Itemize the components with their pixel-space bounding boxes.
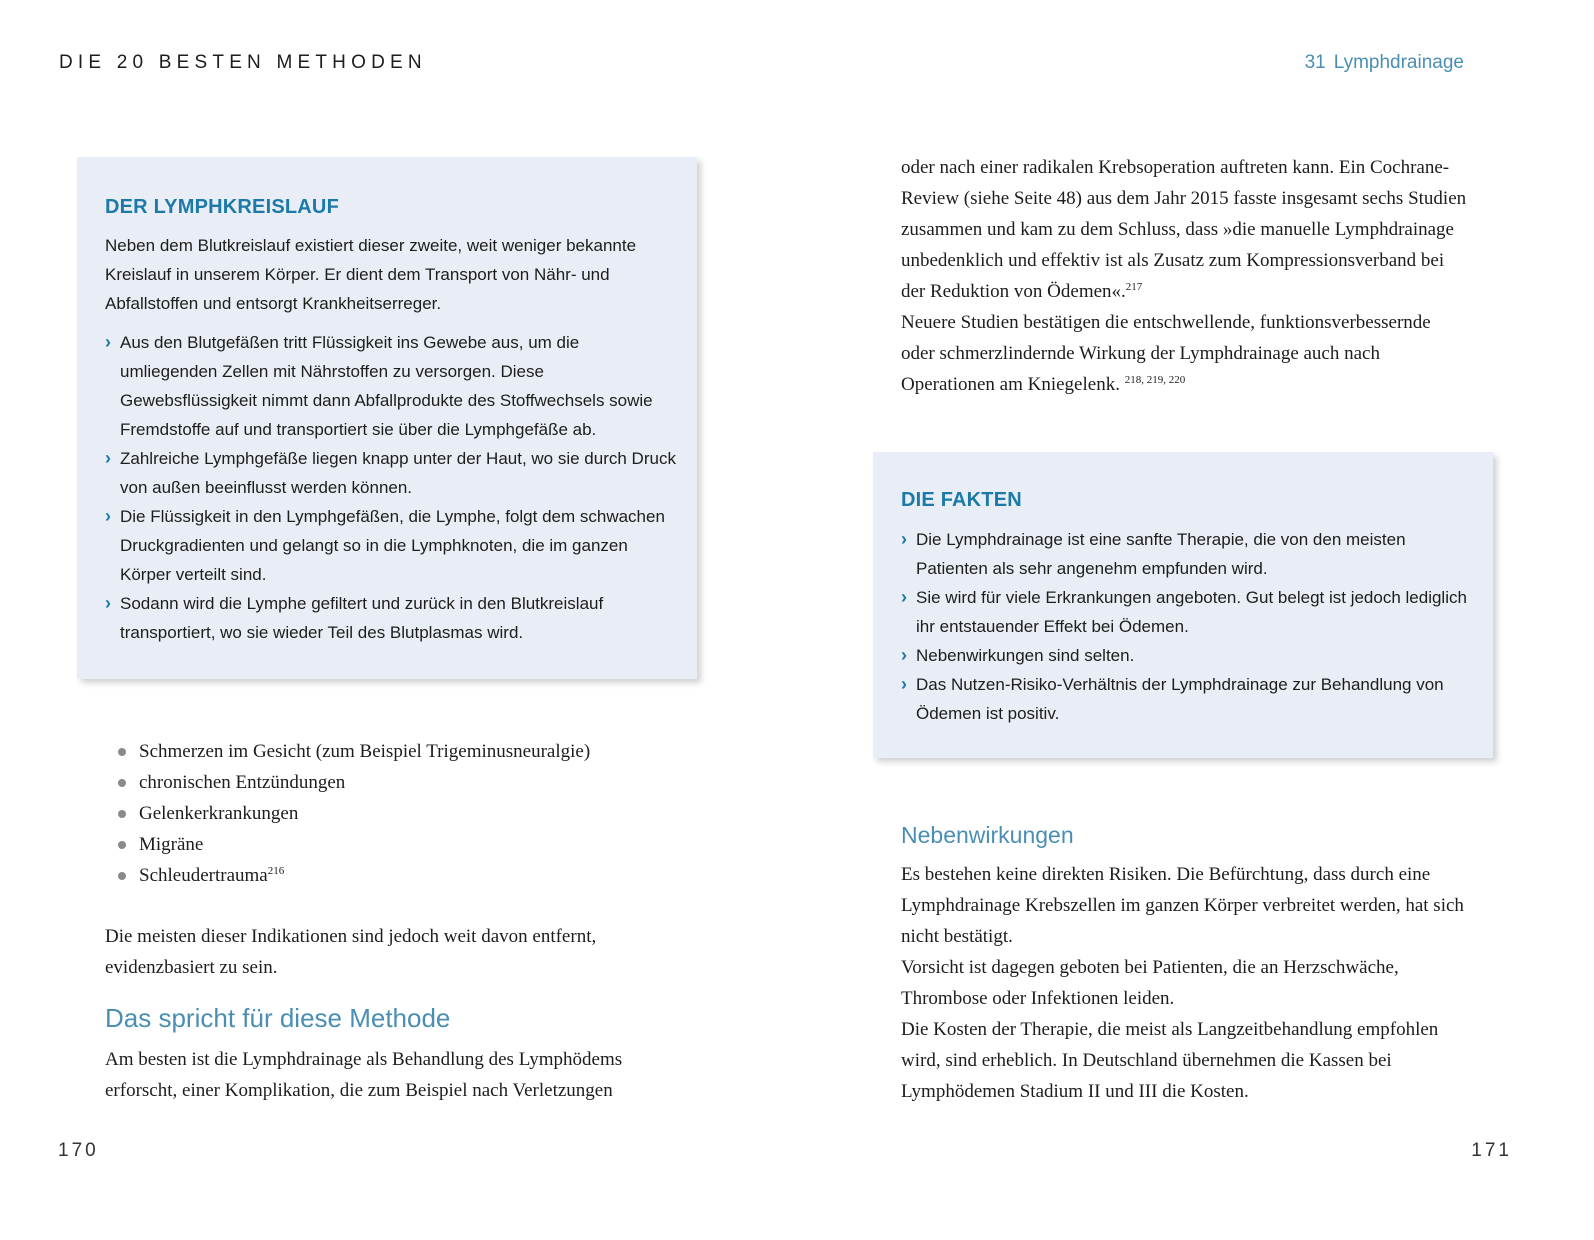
bullet-dot-icon bbox=[118, 872, 126, 880]
bullet-dot-icon bbox=[118, 748, 126, 756]
page-number-left: 170 bbox=[58, 1140, 99, 1161]
chevron-right-icon: › bbox=[901, 674, 907, 694]
page-number-right: 171 bbox=[1471, 1140, 1512, 1161]
bullet-dot-icon bbox=[118, 779, 126, 787]
section-heading-pro: Das spricht für diese Methode bbox=[105, 1003, 451, 1033]
chevron-right-icon: › bbox=[901, 587, 907, 607]
list-item: › Nebenwirkungen sind selten. bbox=[901, 641, 1481, 670]
infobox-title: DER LYMPHKREISLAUF bbox=[105, 196, 339, 218]
bullet-dot-icon bbox=[118, 841, 126, 849]
section-heading-side-effects: Nebenwirkungen bbox=[901, 822, 1074, 848]
list-item: Schmerzen im Gesicht (zum Beispiel Trigeminusneuralgie) bbox=[117, 736, 590, 767]
list-item: › Zahlreiche Lymphgefäße liegen knapp unter der Haut, wo sie durch Druck von außen beeinflusst werden können. bbox=[105, 444, 680, 502]
list-item: Schleudertrauma$^{216}$ bbox=[117, 860, 590, 891]
chevron-right-icon: › bbox=[901, 645, 907, 665]
paragraph: Es bestehen keine direkten Risiken. Die Befürchtung, dass durch eine Lymphdrainage Krebszellen im ganzen Körper verbreitet werden, hat sich nicht bestätigt. bbox=[901, 864, 1464, 947]
chapter-title: Lymphdrainage bbox=[1333, 52, 1464, 73]
chevron-right-icon: › bbox=[105, 506, 111, 526]
continued-text: oder nach einer radikalen Krebsoperation auftreten kann. Ein Cochrane-Review (siehe Seite 48) aus dem Jahr 2015 fasste insgesamt sechs Studien zusammen und kam zu dem Schluss, dass »die manuelle Lymphdrainage unbedenklich und effektiv ist als Zusatz zum Kompressionsverband bei der Reduktion von Ödemen«.$^{217}$ Neuere Studien bestätigen die entschwellende, funktionsverbessernde oder schmerzlindernde Wirkung der Lymphdrainage auch nach Operationen am Kniegelenk. $^{218, 219, 220}$ bbox=[901, 157, 1467, 395]
running-head-chapter bbox=[1305, 52, 1464, 74]
bullet-dot-icon bbox=[118, 810, 126, 818]
footnote-ref[interactable]: 217 bbox=[1125, 281, 1143, 293]
list-item: › Das Nutzen-Risiko-Verhältnis der Lymphdrainage zur Behandlung von Ödemen ist positiv. bbox=[901, 670, 1481, 728]
infobox-list bbox=[901, 525, 1481, 728]
list-item: Migräne bbox=[117, 829, 590, 860]
indications-list bbox=[117, 736, 590, 891]
infobox-intro: Neben dem Blutkreislauf existiert dieser zweite, weit weniger bekannte Kreislauf in unserem Körper. Er dient dem Transport von Nähr- und Abfallstoffen und entsorgt Krankheitserreger. bbox=[105, 236, 637, 313]
paragraph: Vorsicht ist dagegen geboten bei Patienten, die an Herzschwäche, Thrombose oder Infektionen leiden. bbox=[901, 957, 1399, 1009]
list-item: chronischen Entzündungen bbox=[117, 767, 590, 798]
chapter-number: 31 bbox=[1304, 52, 1326, 73]
studies-text: Neuere Studien bestätigen die entschwellende, funktionsverbessernde oder schmerzlindernde Wirkung der Lymphdrainage auch nach Operationen am Kniegelenk. bbox=[901, 312, 1431, 395]
evidence-note: Die meisten dieser Indikationen sind jedoch weit davon entfernt, evidenzbasiert zu sein. bbox=[105, 926, 597, 978]
facts-infobox bbox=[873, 452, 1493, 758]
chevron-right-icon: › bbox=[105, 448, 111, 468]
running-head-book-section: DIE 20 BESTEN METHODEN bbox=[59, 52, 427, 73]
footnote-ref[interactable]: 218, 219, 220 bbox=[1124, 374, 1186, 386]
chevron-right-icon: › bbox=[105, 593, 111, 613]
infobox-list bbox=[105, 328, 680, 647]
side-effects-text bbox=[901, 859, 1471, 1107]
chevron-right-icon: › bbox=[105, 332, 111, 352]
infobox-title: DIE FAKTEN bbox=[901, 489, 1022, 511]
paragraph: Die Kosten der Therapie, die meist als Langzeitbehandlung empfohlen wird, sind erheblich. In Deutschland übernehmen die Kassen bei Lymphödemen Stadium II und III die Kosten. bbox=[901, 1019, 1439, 1102]
list-item: › Aus den Blutgefäßen tritt Flüssigkeit ins Gewebe aus, um die umliegenden Zellen mit Nährstoffen zu versorgen. Diese Gewebsflüssigkeit nimmt dann Abfallprodukte des Stoffwechsels sowie Fremdstoffe auf und transportiert sie über die Lymphgefäße ab. bbox=[105, 328, 680, 444]
section-text-pro: Am besten ist die Lymphdrainage als Behandlung des Lymphödems erforscht, einer Komplikation, die zum Beispiel nach Verletzungen bbox=[105, 1049, 623, 1101]
chevron-right-icon: › bbox=[901, 529, 907, 549]
footnote-ref[interactable]: 216 bbox=[267, 865, 285, 877]
list-item: › Sie wird für viele Erkrankungen angeboten. Gut belegt ist jedoch lediglich ihr entstauender Effekt bei Ödemen. bbox=[901, 583, 1481, 641]
list-item: › Die Lymphdrainage ist eine sanfte Therapie, die von den meisten Patienten als sehr angenehm empfunden wird. bbox=[901, 525, 1481, 583]
list-item: › Sodann wird die Lymphe gefiltert und zurück in den Blutkreislauf transportiert, wo sie wieder Teil des Blutplasmas wird. bbox=[105, 589, 680, 647]
list-item: Gelenkerkrankungen bbox=[117, 798, 590, 829]
list-item: › Die Flüssigkeit in den Lymphgefäßen, die Lymphe, folgt dem schwachen Druckgradienten und gelangt so in die Lymphknoten, die im ganzen Körper verteilt sind. bbox=[105, 502, 680, 589]
lymph-circulation-infobox bbox=[77, 157, 697, 679]
